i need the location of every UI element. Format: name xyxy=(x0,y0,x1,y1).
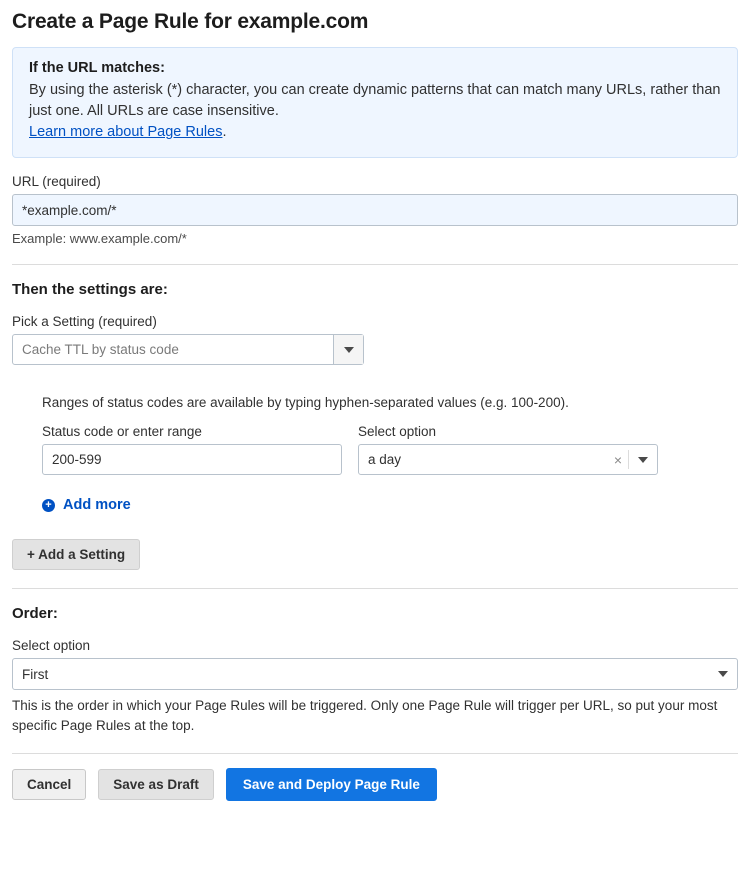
add-a-setting-button[interactable]: + Add a Setting xyxy=(12,539,140,570)
chevron-down-icon xyxy=(344,347,354,353)
status-code-label: Status code or enter range xyxy=(42,424,202,440)
save-as-draft-button[interactable]: Save as Draft xyxy=(98,769,214,800)
ttl-option-dropdown-button[interactable] xyxy=(629,457,657,463)
cancel-button[interactable]: Cancel xyxy=(12,769,86,800)
order-select[interactable] xyxy=(12,658,738,690)
url-hint: Example: www.example.com/* xyxy=(12,231,187,247)
setting-detail-group xyxy=(42,395,738,513)
ttl-option-label: Select option xyxy=(358,424,437,440)
divider-order xyxy=(12,588,738,589)
status-code-input[interactable] xyxy=(42,444,342,475)
pick-setting-select[interactable] xyxy=(12,334,364,365)
pick-setting-label: Pick a Setting (required) xyxy=(12,314,157,330)
url-input[interactable] xyxy=(12,194,738,226)
clear-icon[interactable]: × xyxy=(613,451,622,468)
url-match-info-box xyxy=(12,47,738,158)
save-and-deploy-button[interactable]: Save and Deploy Page Rule xyxy=(226,768,437,801)
pick-setting-dropdown-button[interactable] xyxy=(333,335,363,364)
ttl-option-field xyxy=(358,424,658,475)
plus-icon: + xyxy=(42,499,55,512)
pick-setting-value: Cache TTL by status code xyxy=(22,342,179,358)
status-row xyxy=(42,424,738,475)
status-code-field xyxy=(42,424,342,475)
info-box-title: If the URL matches: xyxy=(29,60,165,76)
info-link-period: . xyxy=(222,124,227,141)
ttl-option-value: a day xyxy=(368,452,402,468)
url-field-label: URL (required) xyxy=(12,174,101,190)
learn-more-link[interactable]: Learn more about Page Rules xyxy=(29,124,223,141)
settings-heading: Then the settings are: xyxy=(12,281,168,299)
divider-settings xyxy=(12,264,738,265)
order-select-value: First xyxy=(22,666,49,682)
chevron-down-icon xyxy=(718,671,728,677)
range-note: Ranges of status codes are available by typing hyphen-separated values (e.g. 100-200). xyxy=(42,395,569,411)
info-box-link-line xyxy=(29,122,721,143)
chevron-down-icon xyxy=(638,457,648,463)
order-note: This is the order in which your Page Rules will be triggered. Only one Page Rule will trigger per URL, so put your most specific Page Rules at the top. xyxy=(12,698,718,733)
page-rule-form xyxy=(0,10,750,872)
order-heading: Order: xyxy=(12,605,58,623)
footer-actions xyxy=(12,768,738,801)
order-dropdown-button[interactable] xyxy=(709,671,737,677)
page-title: Create a Page Rule for example.com xyxy=(12,10,369,33)
add-more-button[interactable] xyxy=(42,497,738,513)
add-setting-wrap xyxy=(12,539,738,570)
pick-setting-select-wrap xyxy=(12,334,364,365)
order-select-label: Select option xyxy=(12,638,91,654)
divider-footer xyxy=(12,753,738,754)
info-box-body: By using the asterisk (*) character, you can create dynamic patterns that can match many URLs, rather than just one. All URLs are case insensitive. xyxy=(29,82,721,120)
ttl-option-select[interactable] xyxy=(358,444,658,475)
add-more-label: Add more xyxy=(63,497,131,514)
